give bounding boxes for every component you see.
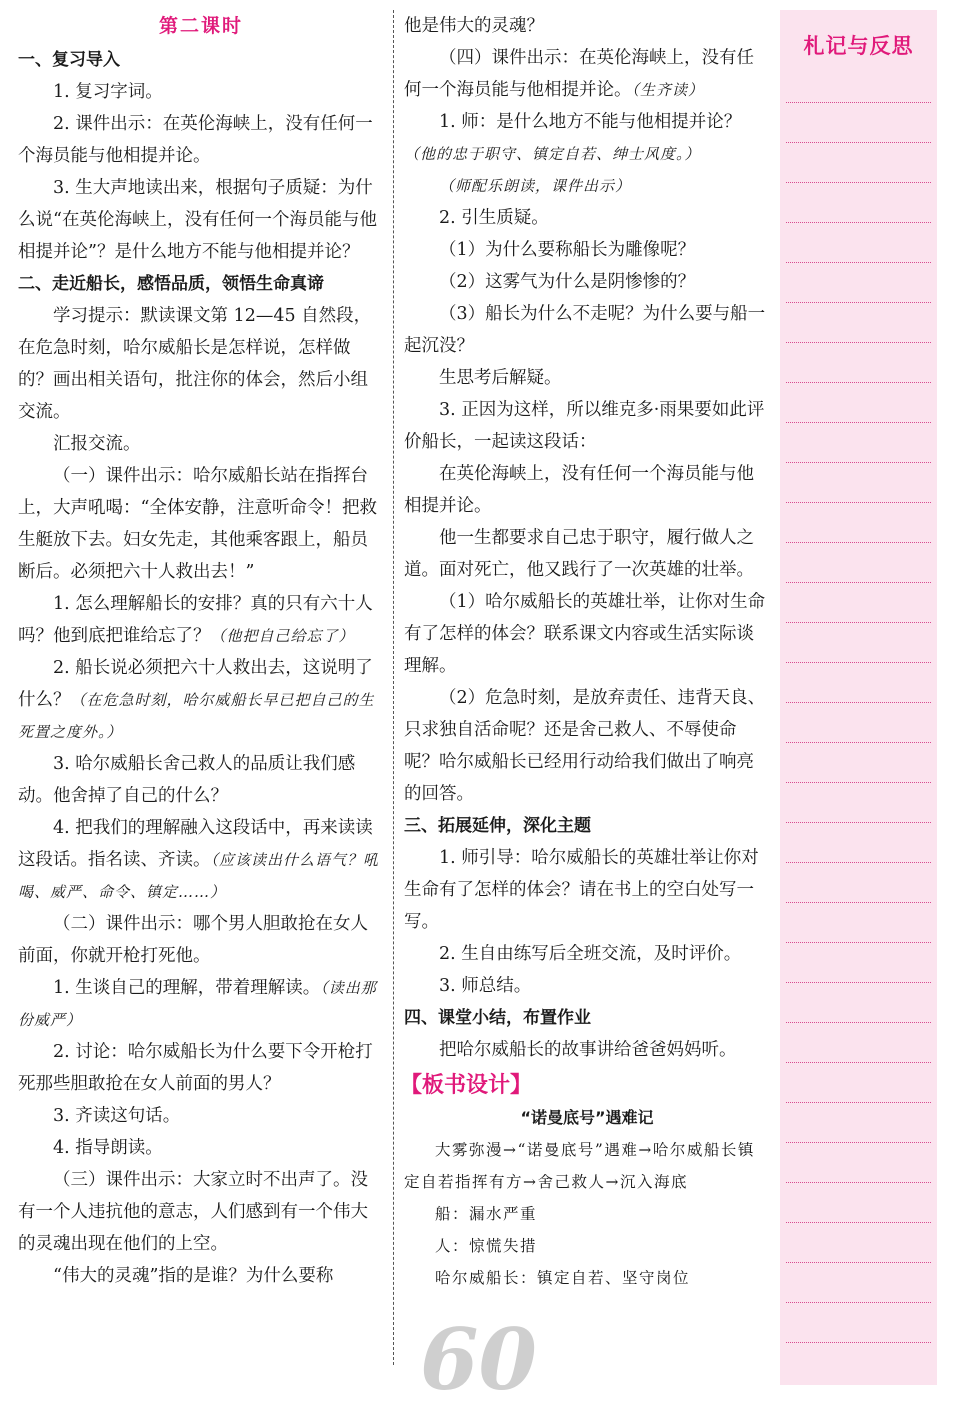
paragraph bbox=[18, 1036, 384, 1100]
note-line bbox=[786, 262, 931, 263]
paragraph bbox=[18, 428, 384, 460]
note-line bbox=[786, 1262, 931, 1263]
paragraph bbox=[404, 42, 770, 106]
paragraph-text: 1. 生谈自己的理解，带着理解读。 bbox=[53, 978, 321, 998]
paragraph-text: 3. 哈尔威船长舍己救人的品质让我们感动。他舍掉了自己的什么？ bbox=[18, 754, 356, 806]
note-line bbox=[786, 862, 931, 863]
paragraph bbox=[404, 202, 770, 234]
left-column bbox=[18, 10, 384, 1292]
section-heading bbox=[18, 268, 384, 300]
paragraph-text: 3. 齐读这句话。 bbox=[53, 1106, 181, 1126]
answer-note: （他的忠于职守、镇定自若、绅士风度。） bbox=[404, 145, 701, 163]
paragraph bbox=[18, 1164, 384, 1260]
paragraph-text: （三）课件出示：大家立时不出声了。没有一个人违抗他的意志，人们感到有一个伟大的灵魂出现在他们的上空。 bbox=[18, 1170, 368, 1254]
lesson-title: 第二课时 bbox=[158, 15, 243, 37]
paragraph bbox=[404, 266, 770, 298]
board-design-subtitle: “诺曼底号”遇难记 bbox=[520, 1108, 654, 1127]
paragraph-text: 生思考后解疑。 bbox=[439, 368, 562, 388]
note-line bbox=[786, 622, 931, 623]
paragraph-text: 一、复习导入 bbox=[18, 50, 120, 70]
paragraph bbox=[18, 748, 384, 812]
paragraph bbox=[404, 234, 770, 266]
paragraph-text: 大雾弥漫→“诺曼底号”遇难→哈尔威船长镇定自若指挥有方→舍己救人→沉入海底 bbox=[404, 1141, 755, 1191]
note-line bbox=[786, 1022, 931, 1023]
section-heading bbox=[404, 1002, 770, 1034]
paragraph-text: 3. 师总结。 bbox=[439, 976, 532, 996]
note-line bbox=[786, 1342, 931, 1343]
paragraph-text: 汇报交流。 bbox=[53, 434, 141, 454]
paragraph-text: （2）这雾气为什么是阴惨惨的？ bbox=[439, 272, 696, 292]
section-heading bbox=[404, 810, 770, 842]
paragraph bbox=[404, 394, 770, 458]
note-line bbox=[786, 1102, 931, 1103]
note-line bbox=[786, 1302, 931, 1303]
paragraph bbox=[18, 108, 384, 172]
paragraph-text: 4. 指导朗读。 bbox=[53, 1138, 163, 1158]
paragraph-text: 二、走近船长，感悟品质，领悟生命真谛 bbox=[18, 274, 324, 294]
paragraph bbox=[404, 938, 770, 970]
paragraph-text: 学习提示：默读课文第 12—45 自然段，在危急时刻，哈尔威船长是怎样说，怎样做的？画出相关语句，批注你的体会，然后小组交流。 bbox=[18, 306, 372, 422]
paragraph bbox=[404, 1198, 770, 1230]
middle-column bbox=[400, 10, 770, 1294]
answer-note: （他把自己给忘了） bbox=[210, 627, 355, 645]
note-line bbox=[786, 502, 931, 503]
paragraph bbox=[404, 522, 770, 586]
paragraph bbox=[404, 842, 770, 938]
paragraph-text: 1. 怎么理解船长的安排？真的只有六十人吗？他到底把谁给忘了？ bbox=[18, 594, 373, 646]
note-line bbox=[786, 782, 931, 783]
paragraph bbox=[18, 300, 384, 428]
note-line bbox=[786, 142, 931, 143]
paragraph-text: 2. 生自由练写后全班交流，及时评价。 bbox=[439, 944, 742, 964]
paragraph bbox=[404, 586, 770, 682]
paragraph bbox=[18, 1100, 384, 1132]
notes-panel-title: 札记与反思 bbox=[803, 34, 914, 58]
note-line bbox=[786, 1142, 931, 1143]
paragraph-text: 1. 师：是什么地方不能与他相提并论？ bbox=[439, 112, 742, 132]
note-line bbox=[786, 1182, 931, 1183]
paragraph-text: （2）危急时刻，是放弃责任、违背天良、只求独自活命呢？还是舍己救人、不辱使命呢？哈尔威船长已经用行动给我们做出了响亮的回答。 bbox=[404, 688, 766, 804]
column-divider bbox=[393, 10, 394, 1365]
paragraph-text: 2. 船长说必须把六十人救出去，这说明了什么？ bbox=[18, 658, 373, 710]
note-line bbox=[786, 542, 931, 543]
paragraph-text: 把哈尔威船长的故事讲给爸爸妈妈听。 bbox=[439, 1040, 737, 1060]
note-line bbox=[786, 1062, 931, 1063]
paragraph bbox=[404, 1134, 770, 1198]
page-number: 60 bbox=[420, 1310, 537, 1409]
note-line bbox=[786, 742, 931, 743]
paragraph bbox=[404, 10, 770, 42]
paragraph-text: 4. 把我们的理解融入这段话中，再来读读这段话。指名读、齐读。 bbox=[18, 818, 373, 870]
paragraph-text: 船：漏水严重 bbox=[435, 1205, 538, 1223]
paragraph bbox=[18, 172, 384, 268]
paragraph-text: 他是伟大的灵魂？ bbox=[404, 16, 544, 36]
answer-note: （读出那份威严） bbox=[18, 979, 377, 1029]
paragraph-text: （二）课件出示：哪个男人胆敢抢在女人前面，你就开枪打死他。 bbox=[18, 914, 368, 966]
paragraph bbox=[18, 812, 384, 908]
note-line bbox=[786, 182, 931, 183]
note-line bbox=[786, 662, 931, 663]
paragraph bbox=[404, 1230, 770, 1262]
paragraph bbox=[18, 76, 384, 108]
paragraph-text: （一）课件出示：哈尔威船长站在指挥台上，大声吼喝：“全体安静，注意听命令！把救生艇放下去。妇女先走，其他乘客跟上，船员断后。必须把六十人救出去！” bbox=[18, 466, 377, 582]
paragraph-text: “伟大的灵魂”指的是谁？为什么要称 bbox=[53, 1266, 334, 1286]
answer-note: （应该读出什么语气？吼喝、威严、命令、镇定……） bbox=[18, 851, 380, 901]
board-design-heading: 【板书设计】 bbox=[400, 1073, 533, 1098]
paragraph bbox=[404, 970, 770, 1002]
section-heading bbox=[18, 44, 384, 76]
note-line bbox=[786, 102, 931, 103]
note-line bbox=[786, 582, 931, 583]
note-line bbox=[786, 462, 931, 463]
note-line bbox=[786, 302, 931, 303]
paragraph bbox=[404, 106, 770, 170]
paragraph-text: 三、拓展延伸，深化主题 bbox=[404, 816, 591, 836]
paragraph bbox=[404, 170, 770, 202]
paragraph-text: 3. 生大声地读出来，根据句子质疑：为什么说“在英伦海峡上，没有任何一个海员能与他相提并论”？是什么地方不能与他相提并论？ bbox=[18, 178, 377, 262]
answer-note: （生齐读） bbox=[631, 81, 705, 99]
paragraph bbox=[18, 460, 384, 588]
paragraph-text: 2. 讨论：哈尔威船长为什么要下令开枪打死那些胆敢抢在女人前面的男人？ bbox=[18, 1042, 373, 1094]
paragraph-text: 2. 引生质疑。 bbox=[439, 208, 549, 228]
paragraph-text: （四）课件出示：在英伦海峡上，没有任何一个海员能与他相提并论。 bbox=[404, 48, 754, 100]
note-line bbox=[786, 222, 931, 223]
paragraph bbox=[404, 1034, 770, 1066]
paragraph bbox=[404, 362, 770, 394]
answer-note: （在危急时刻，哈尔威船长早已把自己的生死置之度外。） bbox=[18, 691, 375, 741]
paragraph-text: 在英伦海峡上，没有任何一个海员能与他相提并论。 bbox=[404, 464, 754, 516]
paragraph bbox=[404, 458, 770, 522]
paragraph-text: 人：惊慌失措 bbox=[435, 1237, 538, 1255]
note-line bbox=[786, 902, 931, 903]
paragraph bbox=[18, 1132, 384, 1164]
note-line bbox=[786, 1222, 931, 1223]
note-line bbox=[786, 702, 931, 703]
paragraph bbox=[404, 682, 770, 810]
paragraph-text: 他一生都要求自己忠于职守，履行做人之道。面对死亡，他又践行了一次英雄的壮举。 bbox=[404, 528, 754, 580]
paragraph bbox=[404, 298, 770, 362]
paragraph bbox=[18, 1260, 384, 1292]
paragraph-text: （1）为什么要称船长为雕像呢？ bbox=[439, 240, 696, 260]
note-line bbox=[786, 942, 931, 943]
note-line bbox=[786, 982, 931, 983]
paragraph-text: （师配乐朗读，课件出示） bbox=[439, 177, 632, 195]
paragraph-text: 1. 师引导：哈尔威船长的英雄壮举让你对生命有了怎样的体会？请在书上的空白处写一写。 bbox=[404, 848, 759, 932]
paragraph bbox=[404, 1262, 770, 1294]
note-line bbox=[786, 422, 931, 423]
notes-panel bbox=[780, 10, 937, 1385]
paragraph-text: （3）船长为什么不走呢？为什么要与船一起沉没？ bbox=[404, 304, 766, 356]
paragraph-text: 1. 复习字词。 bbox=[53, 82, 163, 102]
paragraph-text: 2. 课件出示：在英伦海峡上，没有任何一个海员能与他相提并论。 bbox=[18, 114, 373, 166]
paragraph-text: （1）哈尔威船长的英雄壮举，让你对生命有了怎样的体会？联系课文内容或生活实际谈理解。 bbox=[404, 592, 766, 676]
note-line bbox=[786, 342, 931, 343]
paragraph-text: 四、课堂小结，布置作业 bbox=[404, 1008, 591, 1028]
paragraph-text: 3. 正因为这样，所以维克多·雨果要如此评价船长，一起读这段话： bbox=[404, 400, 765, 452]
paragraph bbox=[18, 588, 384, 652]
paragraph bbox=[18, 652, 384, 748]
paragraph bbox=[18, 908, 384, 972]
note-line bbox=[786, 822, 931, 823]
note-line bbox=[786, 382, 931, 383]
paragraph-text: 哈尔威船长：镇定自若、坚守岗位 bbox=[435, 1269, 691, 1287]
paragraph bbox=[18, 972, 384, 1036]
